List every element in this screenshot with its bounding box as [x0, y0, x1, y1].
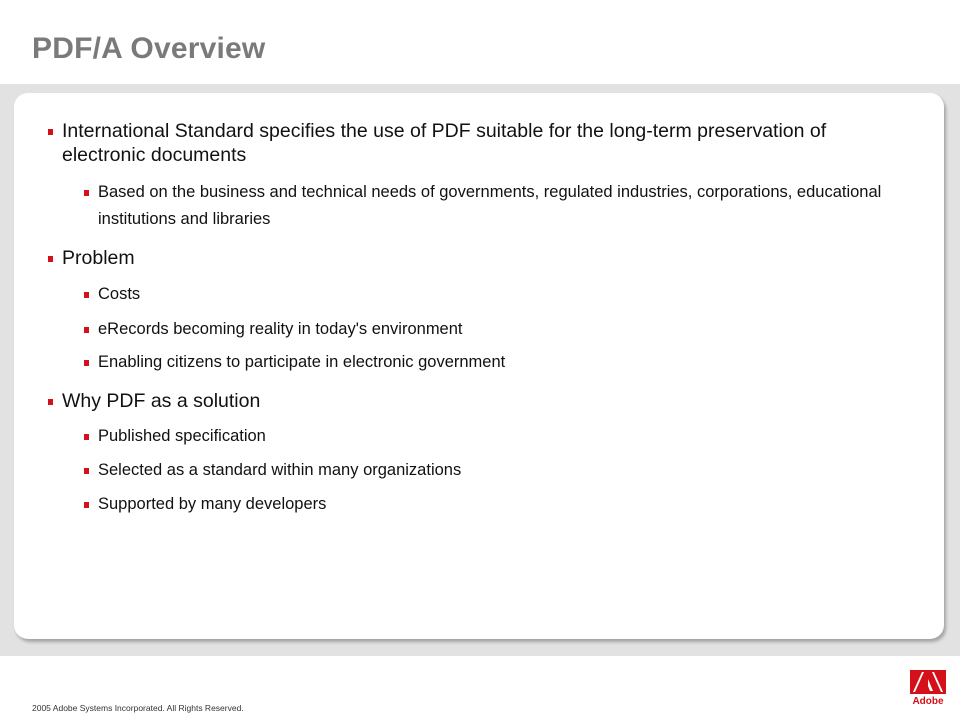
bullet-text: Why PDF as a solution: [62, 390, 261, 412]
sub-bullet-item: [98, 316, 463, 343]
sub-bullet-text: Based on the business and technical needs of governments, regulated industries, corporations, educational institutions and libraries: [98, 183, 882, 228]
bullet-marker-icon: [84, 327, 89, 333]
bullet-item: [62, 119, 862, 167]
content-panel: [14, 93, 944, 639]
bullet-marker-icon: [84, 190, 89, 196]
bullet-item: [62, 389, 260, 413]
sub-bullet-item: [98, 179, 898, 233]
sub-bullet-text: Enabling citizens to participate in electronic government: [98, 353, 506, 371]
bullet-marker-icon: [48, 256, 53, 262]
bullet-item: [62, 246, 135, 270]
bullet-marker-icon: [48, 399, 53, 405]
bullet-marker-icon: [84, 360, 89, 366]
sub-bullet-item: [98, 491, 326, 518]
bullet-marker-icon: [84, 434, 89, 440]
bullet-marker-icon: [84, 468, 89, 474]
sub-bullet-item: [98, 457, 461, 484]
sub-bullet-text: eRecords becoming reality in today's environment: [98, 320, 463, 338]
sub-bullet-text: Published specification: [98, 427, 266, 445]
sub-bullet-item: [98, 349, 505, 376]
bullet-marker-icon: [84, 502, 89, 508]
bullet-marker-icon: [48, 129, 53, 135]
sub-bullet-item: [98, 281, 140, 308]
bullet-text: International Standard specifies the use of PDF suitable for the long-term preservation of electronic documents: [62, 120, 827, 166]
slide-title: PDF/A Overview: [32, 32, 266, 65]
bullet-marker-icon: [84, 292, 89, 298]
sub-bullet-text: Costs: [98, 285, 141, 303]
sub-bullet-text: Selected as a standard within many organizations: [98, 461, 462, 479]
sub-bullet-item: [98, 423, 266, 450]
adobe-logo-text: Adobe: [912, 696, 944, 707]
bullet-text: Problem: [62, 247, 135, 269]
copyright-text: 2005 Adobe Systems Incorporated. All Rights Reserved.: [32, 703, 244, 713]
sub-bullet-text: Supported by many developers: [98, 495, 327, 513]
